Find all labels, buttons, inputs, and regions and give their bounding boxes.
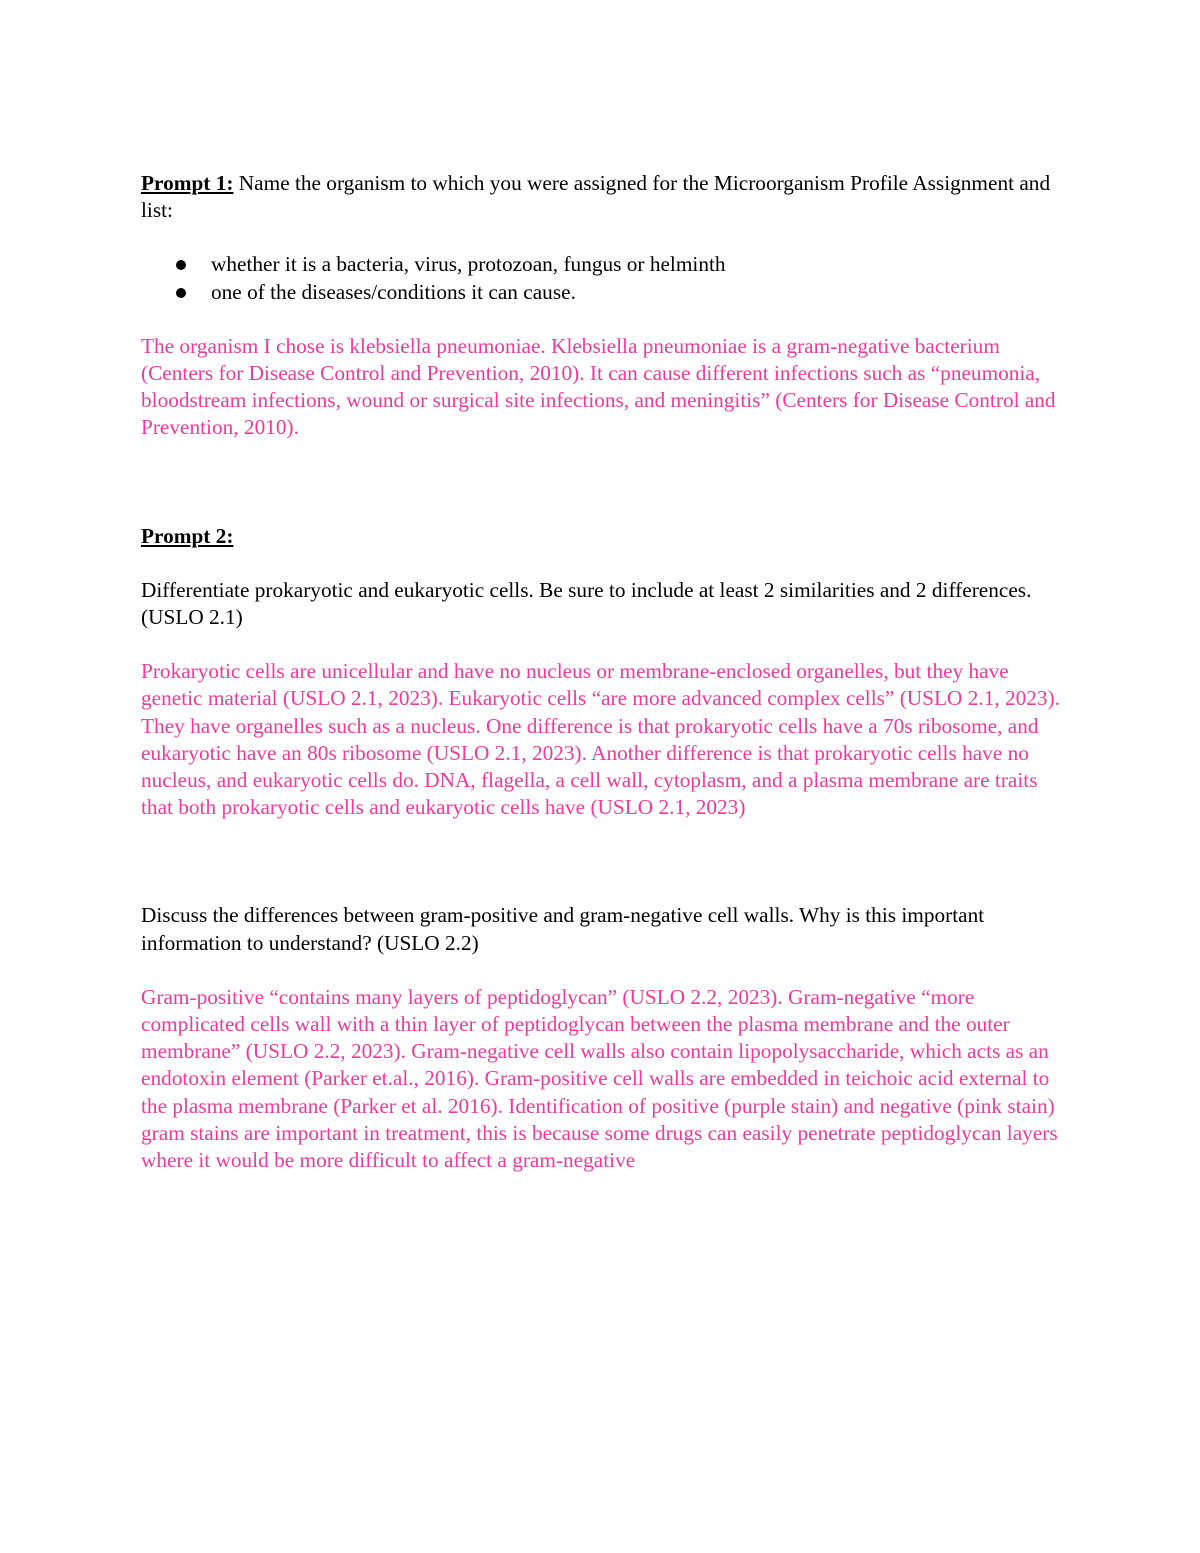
prompt2-question2: Discuss the differences between gram-positive and gram-negative cell walls. Why is this important information to understand? (USLO 2.2)	[141, 903, 985, 955]
spacer	[141, 550, 1071, 577]
prompt2-heading	[141, 523, 1071, 550]
prompt1-answer: The organism I chose is klebsiella pneumoniae. Klebsiella pneumoniae is a gram-negative bacterium (Centers for Disease Control and Prevention, 2010). It can cause different infections such as “pneumonia, bloodstream infections, wound or surgical site infections, and meningitis” (Centers for Disease Control and Prevention, 2010).	[141, 333, 1056, 440]
prompt2-label: Prompt 2:	[141, 523, 234, 548]
bullet-text: whether it is a bacteria, virus, protozoan, fungus or helminth	[211, 252, 726, 277]
list-item	[141, 251, 1071, 278]
spacer	[141, 631, 1071, 658]
document-body	[141, 170, 1071, 1174]
list-item	[141, 279, 1071, 306]
prompt2-question1: Differentiate prokaryotic and eukaryotic cells. Be sure to include at least 2 similarities and 2 differences. (USLO 2.1)	[141, 577, 1032, 630]
prompt2-answer2: Gram-positive “contains many layers of peptidoglycan” (USLO 2.2, 2023). Gram-negative “more complicated cells wall with a thin layer of peptidoglycan between the plasma membrane and the outer membrane” (USLO 2.2, 2023). Gram-negative cell walls also contain lipopolysaccharide, which acts as an endotoxin element (Parker et.al., 2016). Gram-positive cell walls are embedded in teichoic acid external to the plasma membrane (Parker et al. 2016). Identification of positive (purple stain) and negative (pink stain) gram stains are important in treatment, this is because some drugs can easily penetrate peptidoglycan layers where it would be more difficult to affect a gram-negative	[141, 984, 1058, 1173]
prompt2-answer1: Prokaryotic cells are unicellular and have no nucleus or membrane-enclosed organelles, but they have genetic material (USLO 2.1, 2023). Eukaryotic cells “are more advanced complex cells” (USLO 2.1, 2023). They have organelles such as a nucleus. One difference is that prokaryotic cells have a 70s ribosome, and eukaryotic have an 80s ribosome (USLO 2.1, 2023). Another difference is that prokaryotic cells have no nucleus, and eukaryotic cells do. DNA, flagella, a cell wall, cytoplasm, and a plasma membrane are traits that both prokaryotic cells and eukaryotic cells have (USLO 2.1, 2023)	[141, 659, 1061, 820]
prompt1-question-text: Name the organism to which you were assigned for the Microorganism Profile Assignment and list:	[141, 171, 1051, 223]
prompt1-label: Prompt 1:	[141, 171, 234, 195]
bullet-icon	[176, 260, 186, 270]
spacer	[141, 224, 1071, 251]
spacer	[141, 442, 1071, 523]
bullet-text: one of the diseases/conditions it can cause.	[211, 279, 576, 304]
spacer	[141, 306, 1071, 333]
bullet-icon	[176, 288, 186, 298]
spacer	[141, 957, 1071, 984]
prompt1-question	[141, 170, 1071, 224]
prompt1-bullet-list	[141, 251, 1071, 305]
spacer	[141, 821, 1071, 902]
